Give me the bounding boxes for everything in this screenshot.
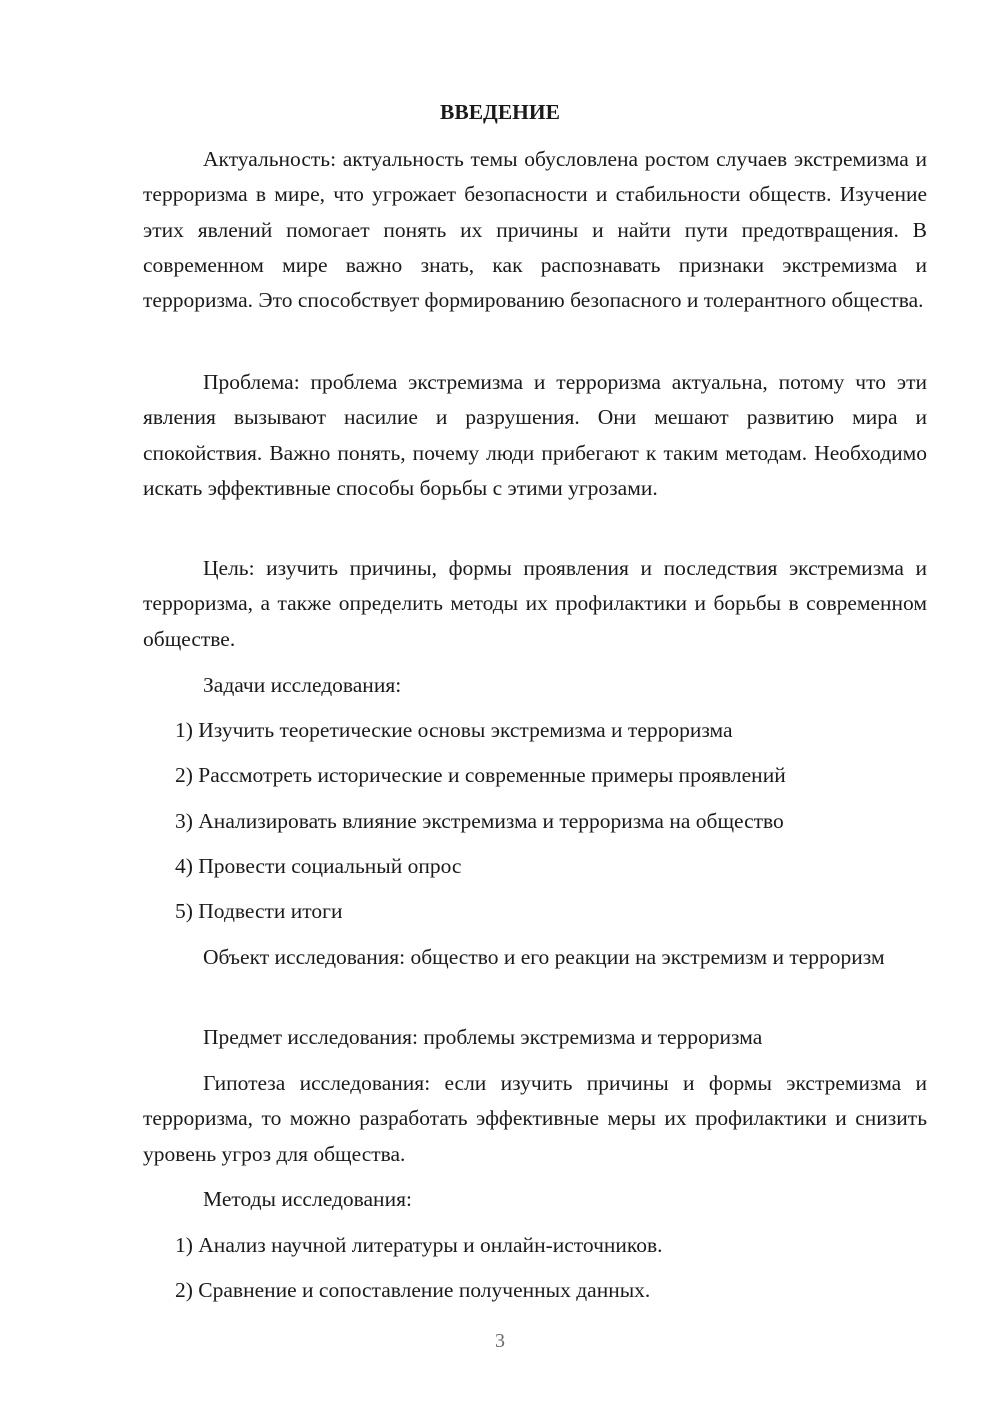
problem-paragraph: Проблема: проблема экстремизма и терроризма актуальна, потому что эти явления вызывают насилие и разрушения. Они мешают развитию мира и спокойствия. Важно понять, почему люди прибегают к таким методам. Необходимо искать эффективные способы борьбы с этими угрозами. (143, 370, 927, 500)
method-item-1: 1) Анализ научной литературы и онлайн-источников. (175, 1233, 663, 1257)
hypothesis-paragraph: Гипотеза исследования: если изучить причины и формы экстремизма и терроризма, то можно разработать эффективные меры их профилактики и снизить уровень угроз для общества. (143, 1071, 927, 1166)
methods-title: Методы исследования: (203, 1187, 412, 1211)
task-item-2: 2) Рассмотреть исторические и современные примеры проявлений (175, 763, 786, 787)
method-item-2: 2) Сравнение и сопоставление полученных данных. (175, 1278, 651, 1302)
subject-paragraph: Предмет исследования: проблемы экстремизма и терроризма (203, 1025, 763, 1049)
object-paragraph: Объект исследования: общество и его реакции на экстремизм и терроризм (203, 945, 885, 969)
relevance-paragraph: Актуальность: актуальность темы обусловлена ростом случаев экстремизма и терроризма в мире, что угрожает безопасности и стабильности обществ. Изучение этих явлений помогает понять их причины и найти пути предотвращения. В современном мире важно знать, как распознавать признаки экстремизма и терроризма. Это способствует формированию безопасного и толерантного общества. (143, 147, 927, 313)
task-item-3: 3) Анализировать влияние экстремизма и терроризма на общество (175, 809, 784, 833)
tasks-title: Задачи исследования: (203, 673, 402, 697)
page-number: 3 (495, 1330, 505, 1352)
goal-paragraph: Цель: изучить причины, формы проявления и последствия экстремизма и терроризма, а также определить методы их профилактики и борьбы в современном обществе. (143, 556, 927, 651)
task-item-4: 4) Провести социальный опрос (175, 854, 462, 878)
task-item-5: 5) Подвести итоги (175, 899, 343, 923)
task-item-1: 1) Изучить теоретические основы экстремизма и терроризма (175, 718, 733, 742)
page-title: ВВЕДЕНИЕ (440, 100, 560, 124)
